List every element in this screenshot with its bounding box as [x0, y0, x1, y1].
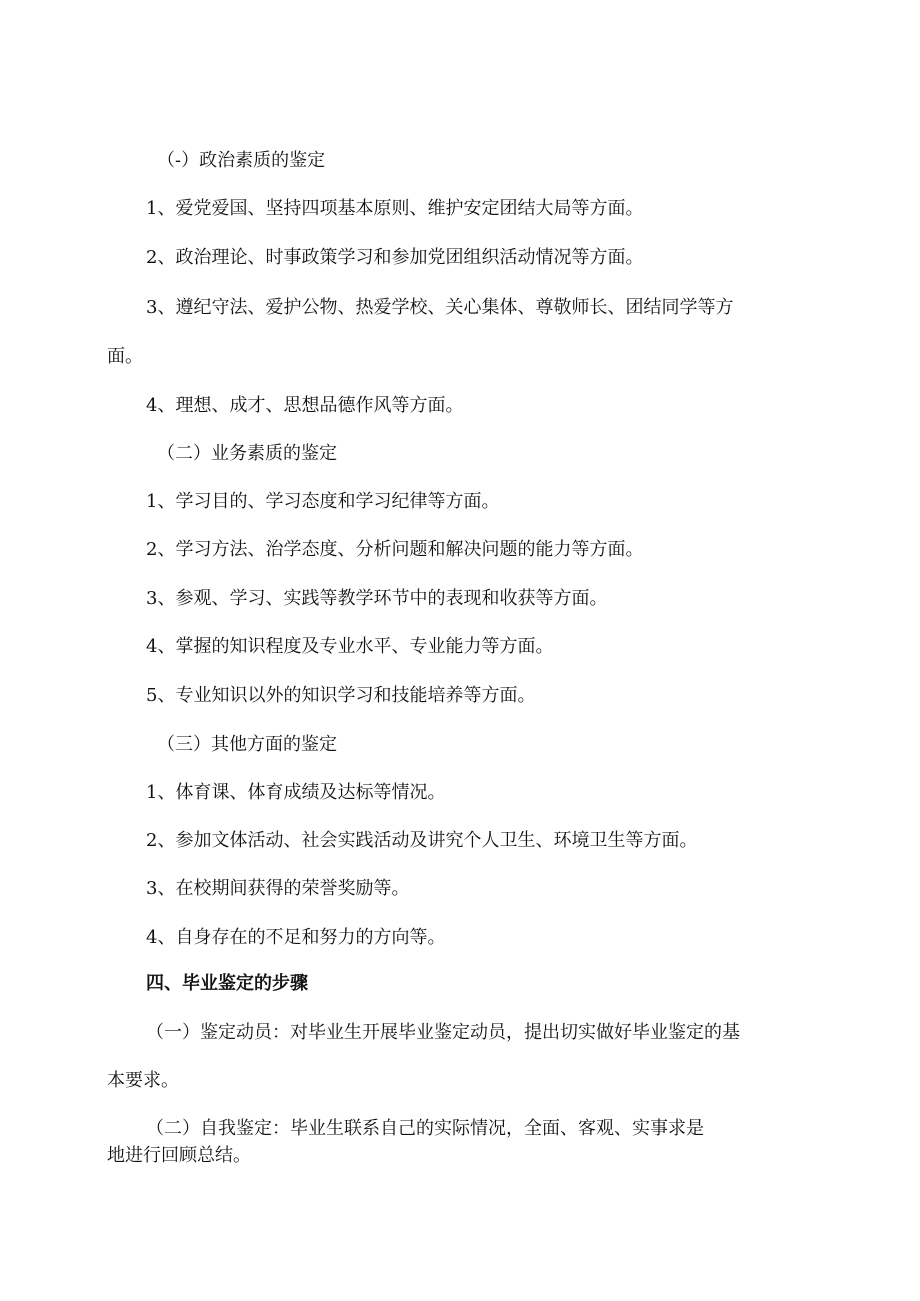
list-item: 2、学习方法、治学态度、分析问题和解决问题的能力等方面。 — [146, 539, 644, 560]
list-item: 1、体育课、体育成绩及达标等情况。 — [146, 782, 446, 803]
list-item: 2、参加文体活动、社会实践活动及讲究个人卫生、环境卫生等方面。 — [146, 830, 698, 851]
step-one-continuation: 本要求。 — [107, 1070, 179, 1091]
list-item: 1、学习目的、学习态度和学习纪律等方面。 — [146, 491, 500, 512]
part-four-title: 四、毕业鉴定的步骤 — [146, 973, 308, 994]
list-item: 2、政治理论、时事政策学习和参加党团组织活动情况等方面。 — [146, 247, 644, 268]
step-one-text: （一）鉴定动员：对毕业生开展毕业鉴定动员，提出切实做好毕业鉴定的基 — [146, 1022, 740, 1043]
list-item: 4、理想、成才、思想品德作风等方面。 — [146, 395, 464, 416]
list-item: 3、遵纪守法、爱护公物、热爱学校、关心集体、尊敬师长、团结同学等方 — [146, 297, 734, 318]
step-two-text: （二）自我鉴定：毕业生联系自己的实际情况，全面、客观、实事求是 — [146, 1118, 704, 1139]
section-heading-professional: （二）业务素质的鉴定 — [157, 443, 337, 464]
section-heading-political: （-）政治素质的鉴定 — [157, 150, 326, 171]
list-item: 3、参观、学习、实践等教学环节中的表现和收获等方面。 — [146, 588, 608, 609]
list-item: 4、掌握的知识程度及专业水平、专业能力等方面。 — [146, 636, 554, 657]
step-two-continuation: 地进行回顾总结。 — [107, 1145, 251, 1166]
list-item: 5、专业知识以外的知识学习和技能培养等方面。 — [146, 685, 536, 706]
list-item: 1、爱党爱国、坚持四项基本原则、维护安定团结大局等方面。 — [146, 198, 644, 219]
list-item: 3、在校期间获得的荣誉奖励等。 — [146, 878, 410, 899]
list-item: 4、自身存在的不足和努力的方向等。 — [146, 927, 446, 948]
section-heading-other: （三）其他方面的鉴定 — [157, 734, 337, 755]
list-item-continuation: 面。 — [107, 346, 143, 367]
